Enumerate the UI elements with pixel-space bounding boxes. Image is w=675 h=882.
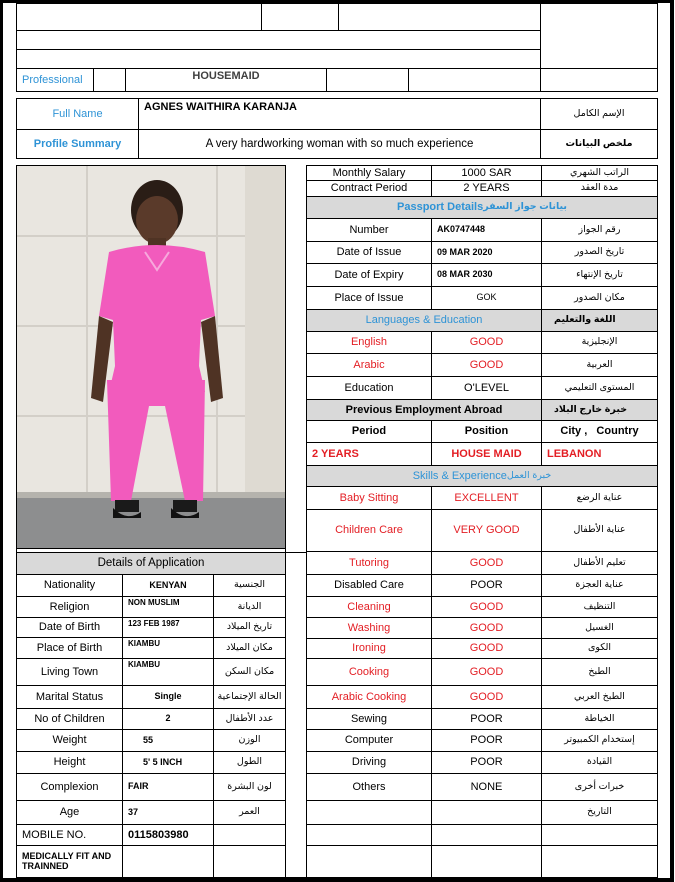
top-blank-cell — [261, 3, 339, 31]
education-value: O'LEVEL — [431, 376, 542, 400]
gutter-cell — [285, 552, 307, 878]
monthly-salary-arabic: الراتب الشهري — [541, 165, 658, 181]
candidate-photo-illustration — [17, 166, 286, 549]
full-name-label: Full Name — [16, 98, 139, 130]
english-label: English — [306, 331, 432, 354]
app-label: Living Town — [16, 658, 123, 686]
skill-value: POOR — [431, 574, 542, 597]
skill-value: GOOD — [431, 596, 542, 618]
expiry-date-arabic: تاريخ الإنتهاء — [541, 263, 658, 287]
contract-period-value: 2 YEARS — [431, 180, 542, 197]
employment-location-header: City , Country — [541, 420, 658, 443]
blank-cell — [541, 824, 658, 846]
skill-arabic: عناية العجزة — [541, 574, 658, 597]
skill-label: Washing — [306, 617, 432, 639]
blank-cell — [306, 824, 432, 846]
languages-heading-arabic: اللغة والتعليم — [541, 309, 658, 332]
skill-label: Sewing — [306, 708, 432, 730]
issue-date-arabic: تاريخ الصدور — [541, 241, 658, 264]
passport-number-value: AK0747448 — [431, 218, 542, 242]
passport-number-label: Number — [306, 218, 432, 242]
app-label: Date of Birth — [16, 617, 123, 638]
top-blank-cell — [16, 3, 262, 31]
passport-heading-en: Passport Details — [397, 201, 484, 214]
top-blank-cell — [16, 49, 541, 69]
education-label: Education — [306, 376, 432, 400]
blank-cell — [306, 845, 432, 878]
skill-arabic: تعليم الأطفال — [541, 551, 658, 575]
arabic-value: GOOD — [431, 353, 542, 377]
skill-arabic: الطبخ — [541, 658, 658, 686]
app-arabic: مكان السكن — [213, 658, 286, 686]
app-value: 5' 5 INCH — [122, 751, 214, 774]
app-value: 55 — [122, 729, 214, 752]
skill-arabic: التاريخ — [541, 800, 658, 825]
skill-value: POOR — [431, 751, 542, 774]
skill-label — [306, 800, 432, 825]
skill-value: GOOD — [431, 685, 542, 709]
skill-arabic: التنظيف — [541, 596, 658, 618]
skill-value: POOR — [431, 708, 542, 730]
app-arabic: مكان الميلاد — [213, 637, 286, 659]
monthly-salary-value: 1000 SAR — [431, 165, 542, 181]
employment-position-value: HOUSE MAID — [431, 442, 542, 466]
blank-cell — [431, 845, 542, 878]
employment-period-header: Period — [306, 420, 432, 443]
place-of-issue-arabic: مكان الصدور — [541, 286, 658, 310]
full-name-value: AGNES WAITHIRA KARANJA — [138, 98, 541, 130]
skill-label: Tutoring — [306, 551, 432, 575]
logo-blank-cell — [540, 3, 658, 69]
position-value: HOUSEMAID — [125, 68, 327, 92]
app-label: Height — [16, 751, 123, 774]
app-arabic: الطول — [213, 751, 286, 774]
skill-value: POOR — [431, 729, 542, 752]
profile-summary-value: A very hardworking woman with so much experience — [138, 129, 541, 159]
skill-label: Ironing — [306, 638, 432, 659]
blank-cell — [408, 68, 541, 92]
app-value: 2 — [122, 708, 214, 730]
employment-position-header: Position — [431, 420, 542, 443]
skill-label: Driving — [306, 751, 432, 774]
contract-period-label: Contract Period — [306, 180, 432, 197]
app-label: Religion — [16, 596, 123, 618]
blank-cell — [122, 845, 214, 878]
skill-label: Children Care — [306, 509, 432, 552]
skill-arabic: الطبخ العربي — [541, 685, 658, 709]
skill-label: Baby Sitting — [306, 486, 432, 510]
app-arabic: العمر — [213, 800, 286, 825]
mobile-value: 0115803980 — [122, 824, 214, 846]
app-label: No of Children — [16, 708, 123, 730]
app-label: Age — [16, 800, 123, 825]
app-value: Single — [122, 685, 214, 709]
contract-period-arabic: مدة العقد — [541, 180, 658, 197]
passport-number-arabic: رقم الجواز — [541, 218, 658, 242]
expiry-date-value: 08 MAR 2030 — [431, 263, 542, 287]
app-arabic: لون البشرة — [213, 773, 286, 801]
skills-heading-en: Skills & Experience — [412, 469, 507, 482]
skills-heading-ar: خبرة العمل — [506, 469, 552, 481]
monthly-salary-label: Monthly Salary — [306, 165, 432, 181]
blank-cell — [213, 824, 286, 846]
app-value: NON MUSLIM — [122, 596, 214, 618]
place-of-issue-value: GOK — [431, 286, 542, 310]
skill-value: NONE — [431, 773, 542, 801]
app-arabic: الجنسية — [213, 574, 286, 597]
skill-arabic: الكوى — [541, 638, 658, 659]
app-label: Complexion — [16, 773, 123, 801]
passport-heading-ar: بيانات جواز السفر — [483, 201, 567, 213]
skill-value: VERY GOOD — [431, 509, 542, 552]
blank-cell — [326, 68, 409, 92]
employment-heading: Previous Employment Abroad — [306, 399, 542, 421]
skill-value: GOOD — [431, 551, 542, 575]
skill-label: Cleaning — [306, 596, 432, 618]
issue-date-label: Date of Issue — [306, 241, 432, 264]
skill-arabic: عناية الرضع — [541, 486, 658, 510]
skill-label: Cooking — [306, 658, 432, 686]
skill-arabic: خبرات أخرى — [541, 773, 658, 801]
app-arabic: الوزن — [213, 729, 286, 752]
application-heading: Details of Application — [16, 552, 286, 575]
skill-value — [431, 800, 542, 825]
arabic-arabic: العربية — [541, 353, 658, 377]
expiry-date-label: Date of Expiry — [306, 263, 432, 287]
issue-date-value: 09 MAR 2020 — [431, 241, 542, 264]
skills-heading — [306, 465, 658, 487]
skill-arabic: الخياطة — [541, 708, 658, 730]
app-arabic: تاريخ الميلاد — [213, 617, 286, 638]
arabic-label: Arabic — [306, 353, 432, 377]
top-blank-cell — [338, 3, 541, 31]
english-arabic: الإنجليزية — [541, 331, 658, 354]
education-arabic: المستوى التعليمي — [541, 376, 658, 400]
employment-location-value: LEBANON — [541, 442, 658, 466]
profile-summary-arabic: ملخص البيانات — [540, 129, 658, 159]
top-blank-cell — [16, 30, 541, 50]
skill-value: GOOD — [431, 638, 542, 659]
app-arabic: الحالة الإجتماعية — [213, 685, 286, 709]
blank-cell — [540, 68, 658, 92]
app-label: Place of Birth — [16, 637, 123, 659]
app-value: 37 — [122, 800, 214, 825]
app-label: Weight — [16, 729, 123, 752]
mobile-label: MOBILE NO. — [16, 824, 123, 846]
blank-cell — [431, 824, 542, 846]
app-value: 123 FEB 1987 — [122, 617, 214, 638]
skill-arabic: القيادة — [541, 751, 658, 774]
professional-label: Professional — [16, 68, 94, 92]
blank-cell — [93, 68, 126, 92]
skill-label: Arabic Cooking — [306, 685, 432, 709]
skill-value: GOOD — [431, 658, 542, 686]
skill-value: GOOD — [431, 617, 542, 639]
skill-arabic: عناية الأطفال — [541, 509, 658, 552]
employment-heading-arabic: خبرة خارج البلاد — [541, 399, 658, 421]
full-name-arabic: الإسم الكامل — [540, 98, 658, 130]
english-value: GOOD — [431, 331, 542, 354]
profile-summary-label: Profile Summary — [16, 129, 139, 159]
app-value: KIAMBU — [122, 637, 214, 659]
app-arabic: الديانة — [213, 596, 286, 618]
app-value: FAIR — [122, 773, 214, 801]
app-label: Nationality — [16, 574, 123, 597]
skill-arabic: إستخدام الكمبيوتر — [541, 729, 658, 752]
skill-label: Computer — [306, 729, 432, 752]
skill-label: Others — [306, 773, 432, 801]
place-of-issue-label: Place of Issue — [306, 286, 432, 310]
app-arabic: عدد الأطفال — [213, 708, 286, 730]
languages-heading: Languages & Education — [306, 309, 542, 332]
app-label: Marital Status — [16, 685, 123, 709]
skill-value: EXCELLENT — [431, 486, 542, 510]
app-value: KENYAN — [122, 574, 214, 597]
blank-cell — [213, 845, 286, 878]
app-value: KIAMBU — [122, 658, 214, 686]
employment-period-value: 2 YEARS — [306, 442, 432, 466]
skill-label: Disabled Care — [306, 574, 432, 597]
candidate-photo — [16, 165, 286, 549]
passport-details-heading — [306, 196, 658, 219]
blank-cell — [541, 845, 658, 878]
skill-arabic: الغسيل — [541, 617, 658, 639]
medical-status: MEDICALLY FIT AND TRAINNED — [16, 845, 123, 878]
